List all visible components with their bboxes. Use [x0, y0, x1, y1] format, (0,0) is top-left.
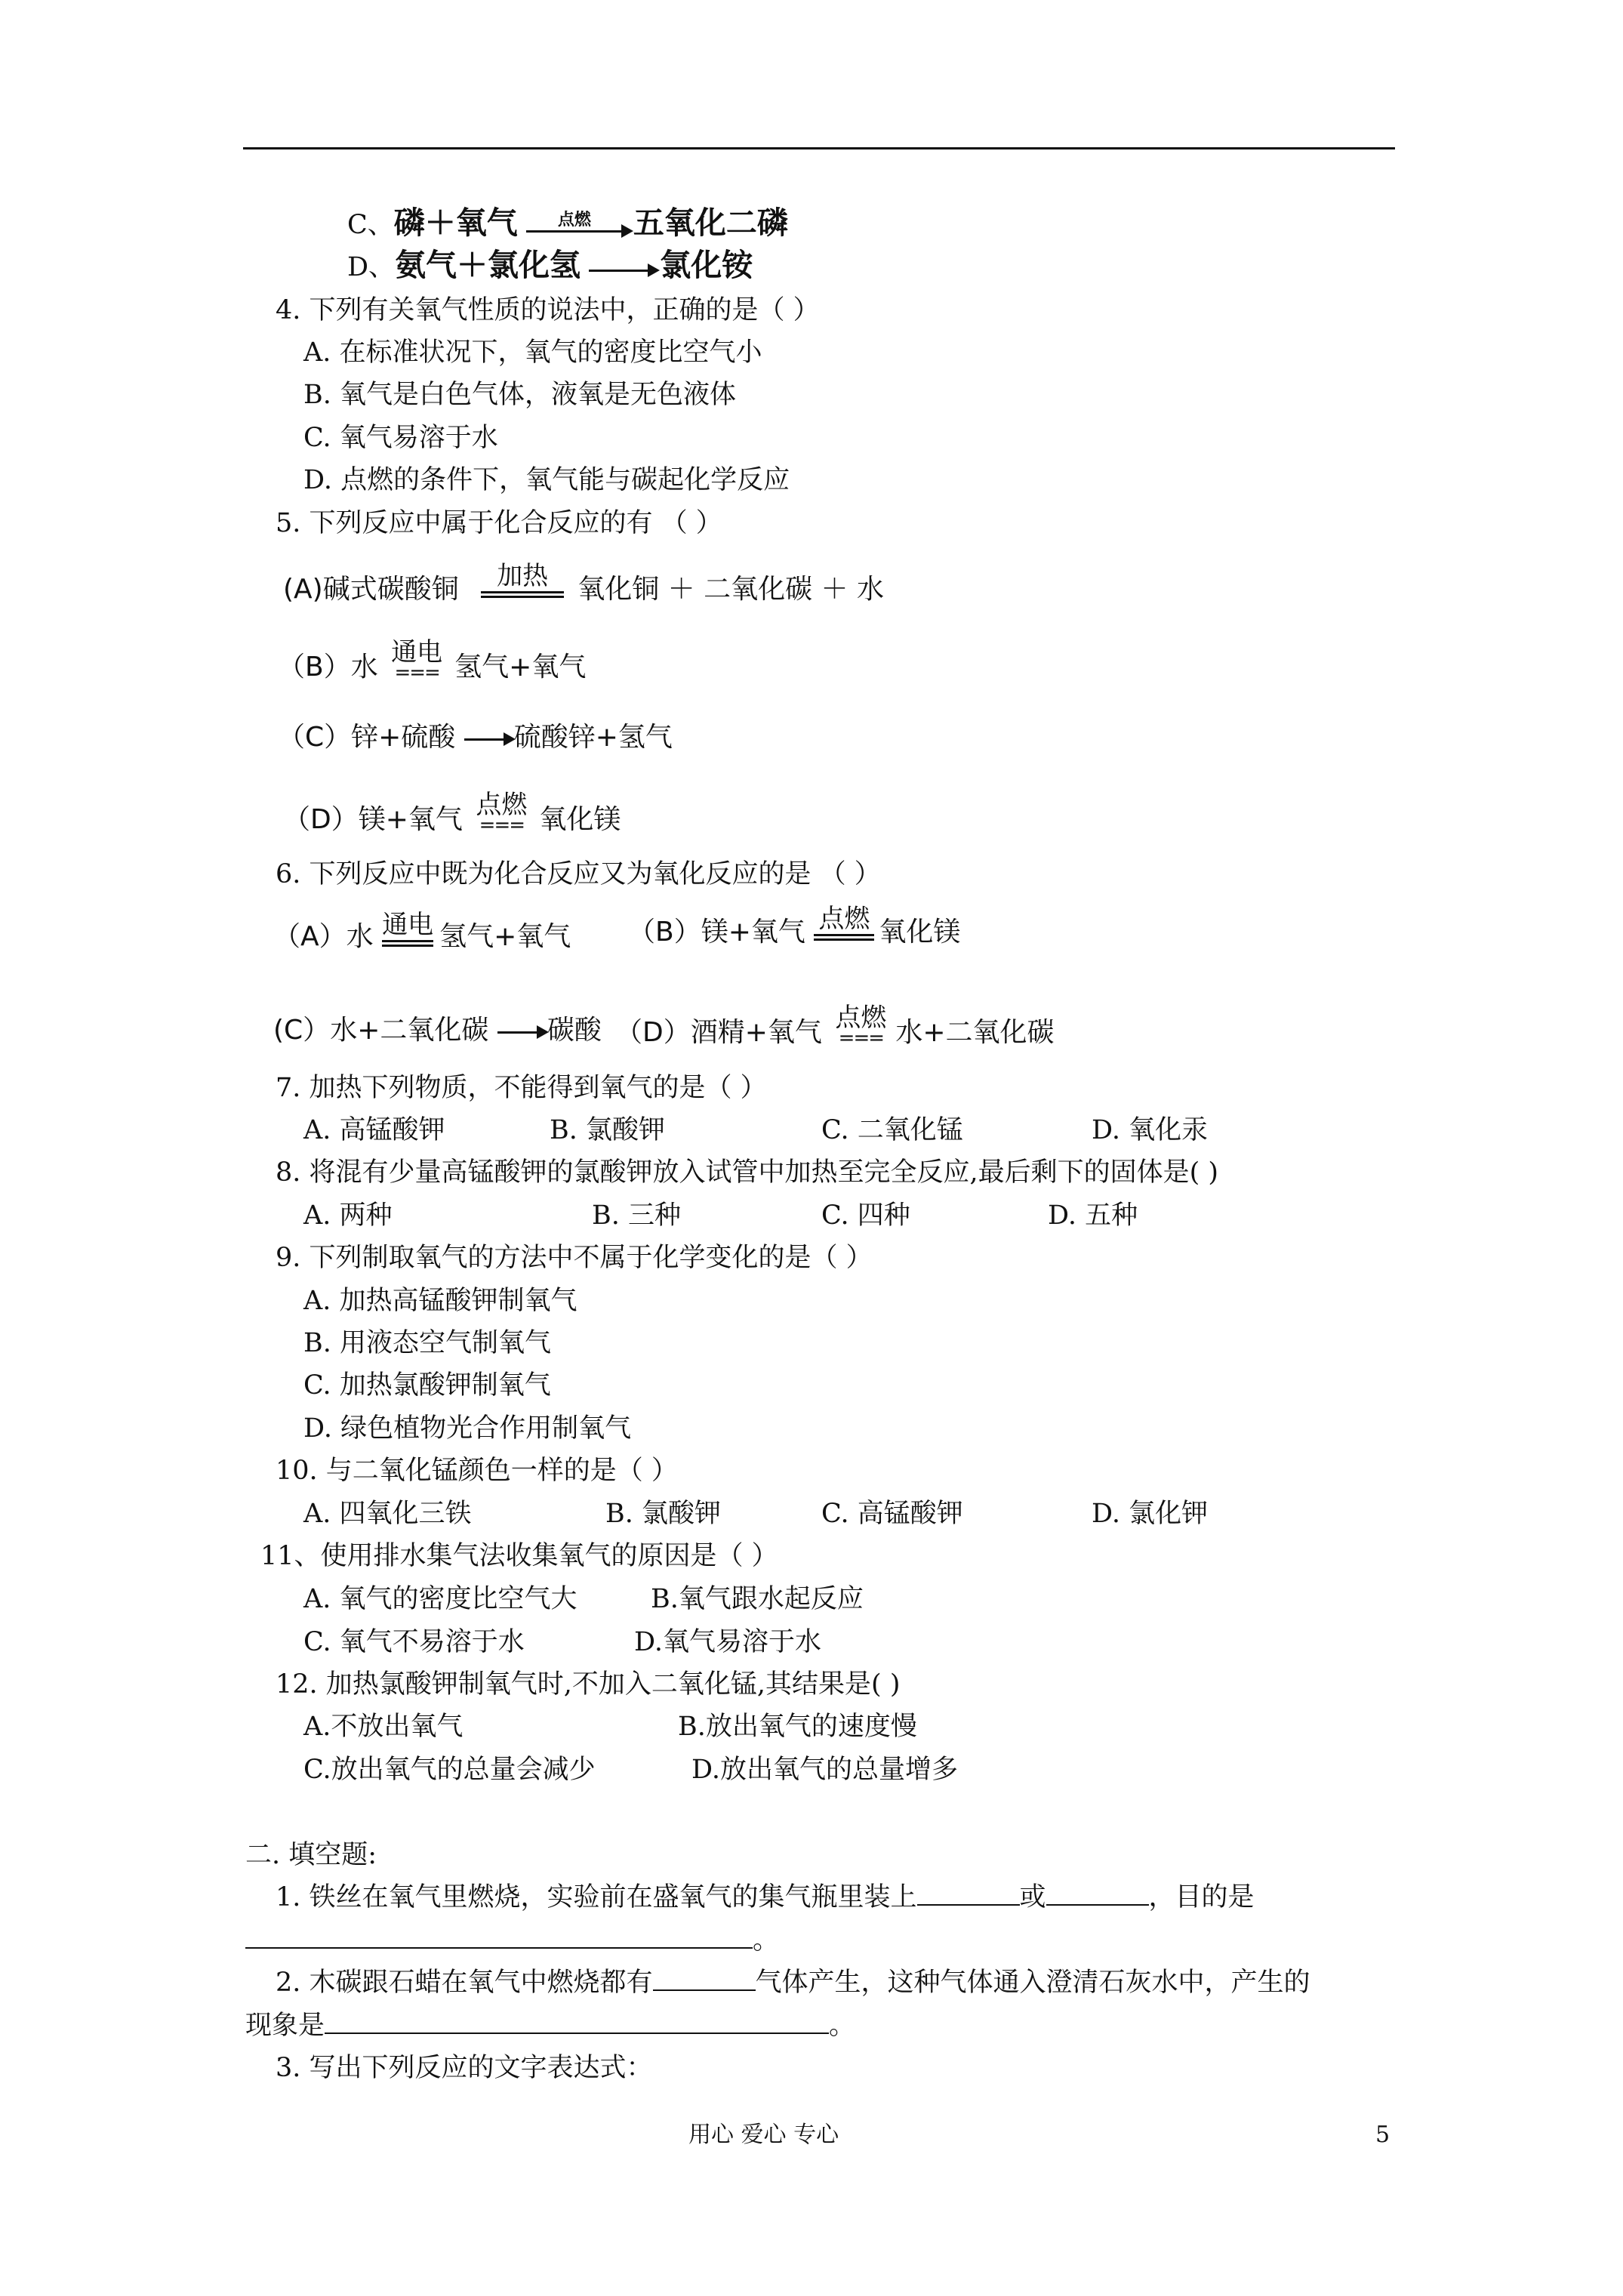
- answer-blank[interactable]: [917, 1881, 1020, 1906]
- q11-option-a: A. 氧气的密度比空气大: [303, 1584, 577, 1614]
- q6-reaction-a: （A）水 通电 氢气+氧气: [273, 909, 571, 952]
- answer-blank[interactable]: [325, 2010, 829, 2034]
- answer-blank[interactable]: [245, 1925, 753, 1949]
- fill-question-2-line2: 现象是 。: [245, 2011, 856, 2041]
- q4-option-b: B. 氧气是白色气体，液氧是无色液体: [303, 380, 736, 410]
- q4-option-a: A. 在标准状况下，氧气的密度比空气小: [303, 337, 762, 368]
- q6-reaction-c: (C）水+二氧化碳 碳酸: [273, 1015, 602, 1046]
- reaction-equals: 点燃 ===: [835, 1003, 887, 1049]
- q8-option-a: A. 两种: [303, 1200, 393, 1231]
- q12-option-d: D.放出氧气的总量增多: [691, 1755, 958, 1785]
- q5-reaction-a: (A)碱式碳酸铜 加热 氧化铜 ＋ 二氧化碳 ＋ 水: [283, 560, 884, 605]
- q7-option-a: A. 高锰酸钾: [303, 1115, 445, 1145]
- reaction-arrow: [589, 268, 649, 272]
- reaction-arrow: [497, 1030, 538, 1034]
- q10-option-b: B. 氯酸钾: [605, 1499, 721, 1529]
- q8-option-c: C. 四种: [821, 1200, 910, 1231]
- q10-option-c: C. 高锰酸钾: [821, 1499, 963, 1529]
- q12-option-a: A.不放出氧气: [303, 1712, 463, 1742]
- q7-option-b: B. 氯酸钾: [550, 1115, 665, 1145]
- q10-option-d: D. 氯化钾: [1092, 1499, 1209, 1529]
- reaction-arrow: [464, 737, 505, 741]
- q9-option-a: A. 加热高锰酸钾制氧气: [303, 1286, 577, 1316]
- section-title: 二. 填空题:: [245, 1840, 377, 1870]
- reaction-equals: 通电 ===: [391, 637, 443, 684]
- reaction-equals: 通电: [382, 911, 433, 947]
- q8-stem: 8. 将混有少量高锰酸钾的氯酸钾放入试管中加热至完全反应,最后剩下的固体是( ): [276, 1157, 1219, 1188]
- page-number: 5: [1375, 2122, 1390, 2148]
- answer-blank[interactable]: [653, 1967, 756, 1991]
- q4-option-d: D. 点燃的条件下，氧气能与碳起化学反应: [303, 465, 790, 495]
- footer-motto: 用心 爱心 专心: [688, 2122, 839, 2148]
- q6-stem: 6. 下列反应中既为化合反应又为氧化反应的是 （ ）: [276, 859, 881, 889]
- fill-question-1-line1: 1. 铁丝在氧气里燃烧，实验前在盛氧气的集气瓶里装上 或 ，目的是: [276, 1882, 1255, 1912]
- q10-stem: 10. 与二氧化锰颜色一样的是（ ）: [276, 1456, 678, 1486]
- q3-option-d: D、氨气＋氯化氢 氯化铵: [347, 247, 753, 283]
- q12-option-c: C.放出氧气的总量会减少: [303, 1755, 596, 1785]
- q6-reaction-b: （B）镁+氧气 点燃 氧化镁: [628, 903, 961, 948]
- q8-option-d: D. 五种: [1048, 1200, 1138, 1231]
- q5-reaction-d: （D）镁+氧气 点燃 === 氧化镁: [283, 790, 621, 837]
- answer-blank[interactable]: [1046, 1881, 1149, 1906]
- q4-stem: 4. 下列有关氧气性质的说法中，正确的是（ ）: [276, 295, 820, 325]
- q11-option-c: C. 氧气不易溶于水: [303, 1627, 525, 1657]
- fill-question-1-line2: 。: [245, 1923, 779, 1958]
- q9-option-c: C. 加热氯酸钾制氧气: [303, 1370, 551, 1401]
- reaction-equals: 点燃 ===: [476, 790, 528, 837]
- q10-option-a: A. 四氧化三铁: [303, 1499, 472, 1529]
- q11-option-b: B.氧气跟水起反应: [651, 1584, 864, 1614]
- q4-option-c: C. 氧气易溶于水: [303, 423, 498, 453]
- q11-option-d: D.氧气易溶于水: [634, 1627, 821, 1657]
- fill-question-3: 3. 写出下列反应的文字表达式：: [276, 2053, 653, 2083]
- q5-stem: 5. 下列反应中属于化合反应的有 （ ）: [276, 508, 722, 538]
- header-rule: [243, 147, 1395, 149]
- q3-option-c: C、磷＋氧气 点燃 五氧化二磷: [347, 205, 788, 241]
- reaction-equals: 点燃: [814, 905, 874, 941]
- q12-stem: 12. 加热氯酸钾制氧气时,不加入二氧化锰,其结果是( ): [276, 1669, 901, 1700]
- q9-option-b: B. 用液态空气制氧气: [303, 1328, 551, 1358]
- q5-reaction-b: （B）水 通电 === 氢气+氧气: [278, 637, 587, 684]
- q8-option-b: B. 三种: [592, 1200, 681, 1231]
- q9-option-d: D. 绿色植物光合作用制氧气: [303, 1413, 632, 1444]
- q11-stem: 11、使用排水集气法收集氧气的原因是（ ）: [260, 1541, 778, 1571]
- q9-stem: 9. 下列制取氧气的方法中不属于化学变化的是（ ）: [276, 1243, 873, 1273]
- q7-stem: 7. 加热下列物质，不能得到氧气的是（ ）: [276, 1073, 767, 1103]
- q12-option-b: B.放出氧气的速度慢: [678, 1712, 917, 1742]
- q6-reaction-d: （D）酒精+氧气 点燃 === 水+二氧化碳: [615, 1003, 1055, 1049]
- q7-option-d: D. 氧化汞: [1092, 1115, 1209, 1145]
- reaction-arrow: 点燃: [526, 211, 623, 233]
- q5-reaction-c: （C）锌+硫酸 硫酸锌+氢气: [278, 722, 673, 753]
- q7-option-c: C. 二氧化锰: [821, 1115, 963, 1145]
- reaction-equals: 加热: [481, 562, 564, 598]
- fill-question-2-line1: 2. 木碳跟石蜡在氧气中燃烧都有 气体产生，这种气体通入澄清石灰水中，产生的: [276, 1968, 1310, 1998]
